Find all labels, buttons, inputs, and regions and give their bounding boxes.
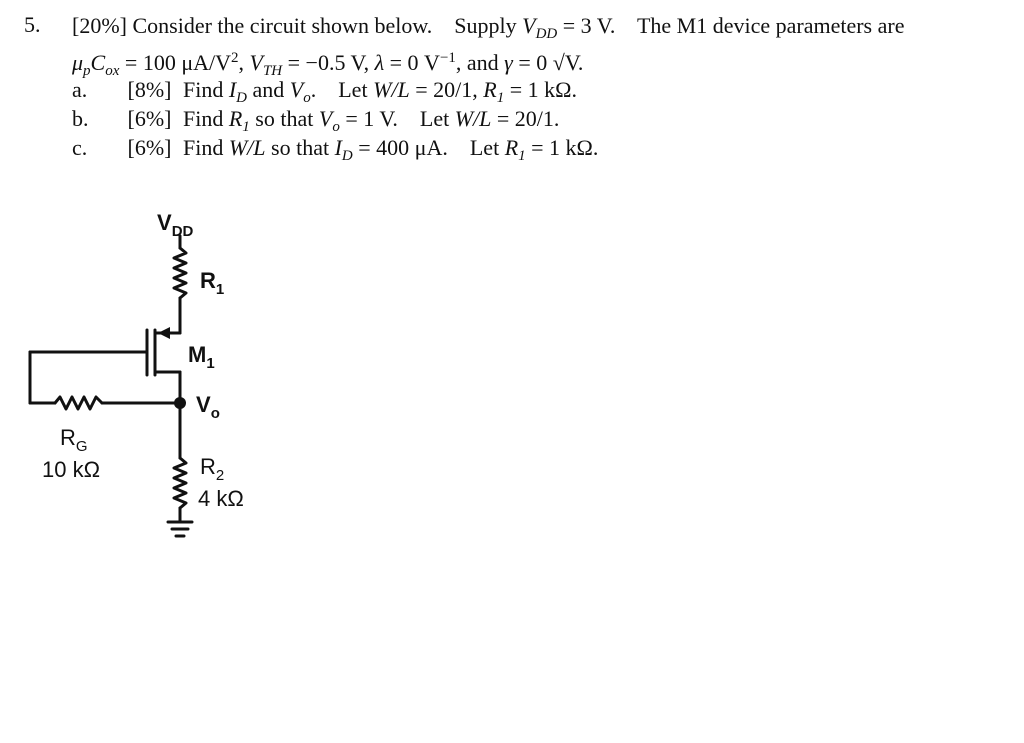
device-text: The M1 device parameters are [636,13,905,38]
r1-label: $R_1$ [200,268,225,298]
vo-symbol: $V_o$ [289,77,311,106]
r1-symbol: $R_1$ [228,106,250,135]
vth-symbol: $V_{TH}$ [249,50,283,79]
r2-label: $R_2$ [200,454,225,484]
mu-value: = 100 μA/V [124,50,231,75]
gamma-value: = 0 [518,50,548,75]
part-c-so: so that [271,135,330,160]
r1-symbol: $R_1$ [504,135,526,164]
vdd-label: $V_{DD}$ [157,210,194,240]
rg-resistor [55,397,102,409]
wl-symbol: W/L [373,77,410,102]
part-c-r1: = 1 kΩ. [531,135,599,160]
part-b-so: so that [255,106,314,131]
problem-intro: Consider the circuit shown below. [132,13,433,38]
problem-number: 5. [24,12,41,37]
part-b-percent: [6%] [127,106,172,131]
part-a-find: Find [182,77,224,102]
m1-source-arrow-icon [158,327,170,339]
mu-symbol: $\mu_pC_{ox}$ [72,50,120,79]
gamma-symbol: γ [504,50,513,75]
part-c [72,134,598,170]
part-c-let: Let [469,135,500,160]
wl-symbol: W/L [228,135,266,160]
part-b-vo: = 1 V. [345,106,398,131]
vdd-value: = 3 V. [562,13,616,38]
supply-word: Supply [454,13,517,38]
wl-symbol: W/L [454,106,492,131]
problem-line-1 [72,12,904,48]
rg-label: $R_G$ [60,425,88,455]
problem-percent: [20%] [72,13,127,38]
r2-value: 4 kΩ [198,486,244,511]
part-a-and: and [252,77,285,102]
circuit-diagram [0,190,320,570]
problem-line-2: $\mu_pC_{ox} = 100$ $\mu A/V^2$, $V_{TH} = -0.5$ V, λ = 0 $V^{-1}$, and γ = 0 √V. [72,50,584,79]
id-symbol: $I_D$ [334,135,353,164]
part-a-label: a. [72,77,88,102]
id-symbol: $I_D$ [228,77,248,106]
part-a-r1: = 1 kΩ. [509,77,577,102]
part-a: a. [8%] Find $I_D$ and $V_o$. Let W/L = 20/1, $R_1 = 1$ kΩ. [72,77,577,106]
part-a-percent: [8%] [127,77,172,102]
part-a-let: Let [338,77,368,102]
vdd-symbol: $V_{DD}$ [522,13,558,42]
vo-label: $V_o$ [196,392,220,422]
lambda-value: = 0 V [389,50,440,75]
part-c-find: Find [182,135,224,160]
part-b-label: b. [72,106,89,131]
part-c-label: c. [72,135,88,160]
part-b-wl: = 20/1. [496,106,560,131]
part-b-let: Let [419,106,450,131]
lambda-symbol: λ [374,50,385,75]
part-c-id: = 400 μA. [358,135,448,160]
vo-symbol: $V_o$ [318,106,340,135]
part-a-wl: = 20/1, [415,77,478,102]
and-word: , and [455,50,499,75]
part-b-find: Find [182,106,224,131]
sqrt-v: √V. [552,50,584,75]
m1-label: $M_1$ [188,342,215,372]
r1-symbol: $R_1$ [483,77,505,106]
vo-node-dot [174,397,186,409]
part-c-percent: [6%] [127,135,172,160]
rg-value: 10 kΩ [42,457,101,482]
vth-value: = −0.5 V, [287,50,370,75]
r2-resistor [174,458,186,508]
r1-resistor [174,248,186,298]
